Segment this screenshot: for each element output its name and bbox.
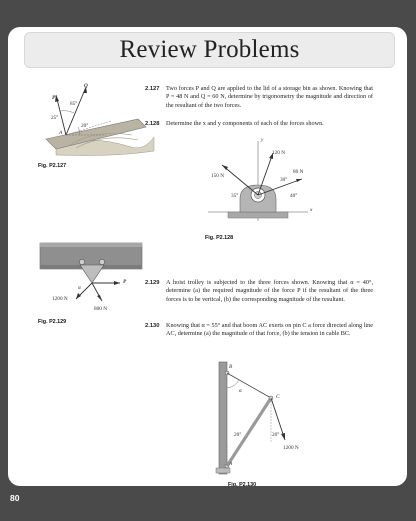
caption-p2128: Fig. P2.128: [205, 235, 234, 241]
label-30deg: 30°: [280, 177, 288, 183]
figure-p2129: [36, 239, 146, 304]
title-banner: [24, 32, 395, 68]
problem-text: Two forces P and Q are applied to the lid of a storage bin as shown. Knowing that P = 48 N and Q = 60 N, determine by trigonometry the magnitude and direction of the resultant of the two forces.: [166, 85, 373, 109]
textbook-page: [8, 27, 407, 486]
page-title: Review Problems: [119, 36, 300, 63]
caption-p2127: Fig. P2.127: [38, 163, 67, 169]
label-1200n: 1200 N: [283, 445, 299, 451]
problem-number: 2.128: [145, 121, 160, 127]
figure-p2128: [198, 137, 328, 227]
label-b: B: [229, 364, 233, 370]
problem-text: A hoist trolley is subjected to the three forces shown. Knowing that α = 40°, determine (a) the required magnitude of the force P if the resultant of the three forces is to be vertical, (b) the corresponding magnitude of the resultant.: [166, 279, 373, 303]
label-x: x: [310, 207, 313, 213]
label-35deg: 35°: [231, 193, 239, 199]
label-20deg-a: 20°: [234, 432, 242, 438]
page-number: 80: [10, 493, 20, 503]
problem-text: Determine the x and y components of each of the forces shown.: [166, 120, 324, 127]
label-p: P: [123, 279, 127, 285]
label-a: A: [59, 130, 63, 136]
label-q: Q: [84, 83, 88, 89]
label-40deg: 40°: [290, 193, 298, 199]
label-20deg-b: 20°: [272, 432, 280, 438]
problem-number: 2.127: [145, 86, 160, 92]
label-a: A: [229, 461, 233, 467]
label-85: 85°: [70, 101, 78, 107]
label-120n: 120 N: [272, 150, 286, 156]
label-800n: 800 N: [94, 306, 108, 312]
problem-2128: [145, 120, 373, 130]
label-150n: 150 N: [211, 173, 225, 179]
problem-text: Knowing that α = 55° and that boom AC exerts on pin C a force directed along line AC, determine (a) the magnitude of that force, (b) the tension in cable BC.: [166, 322, 373, 338]
label-y: y: [261, 137, 264, 143]
problem-number: 2.129: [145, 280, 160, 286]
label-p: P: [52, 95, 56, 101]
problem-2130: [145, 322, 373, 356]
label-1200n: 1200 N: [52, 296, 68, 302]
label-80n: 80 N: [293, 169, 304, 175]
label-c: C: [276, 394, 280, 400]
problem-number: 2.130: [145, 323, 160, 329]
caption-p2130: Fig. P2.130: [228, 482, 257, 486]
figure-p2130: [213, 360, 303, 480]
label-25: 25°: [51, 115, 59, 121]
label-20: 20°: [81, 123, 89, 129]
caption-p2129: Fig. P2.129: [38, 319, 67, 325]
problem-2127: [145, 85, 373, 119]
problem-2129: [145, 279, 373, 313]
label-alpha: α: [239, 388, 242, 394]
label-alpha: α: [78, 285, 81, 291]
